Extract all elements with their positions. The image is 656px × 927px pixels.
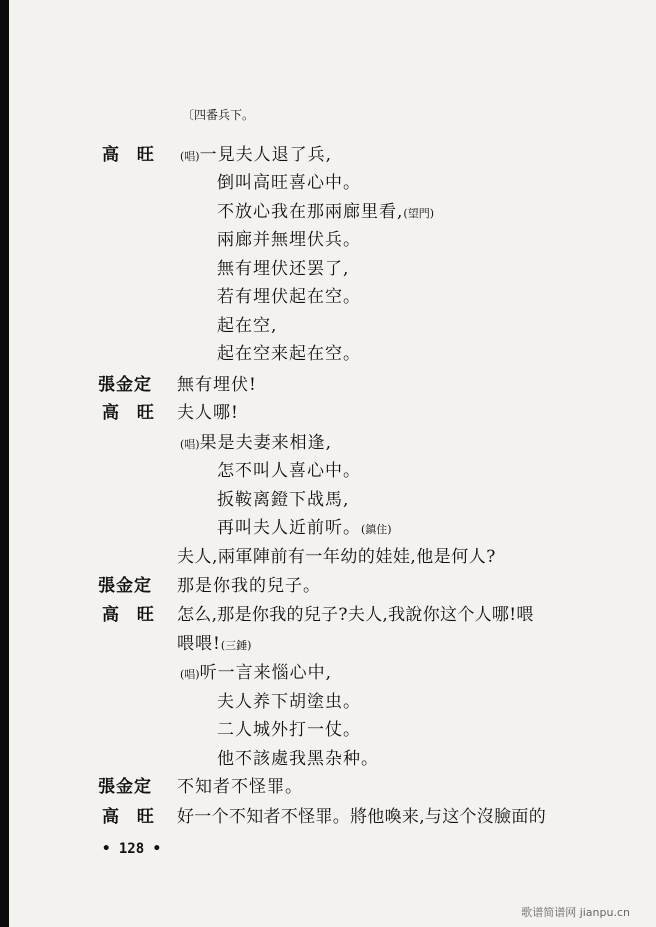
dialogue-line: 無有埋伏! xyxy=(177,375,257,395)
speaker-label: 張金定 xyxy=(98,576,152,596)
speaker-label: 張金定 xyxy=(98,777,152,797)
sing-marker: (唱) xyxy=(180,438,200,451)
line-text: 不放心我在那兩廊里看, xyxy=(217,202,404,222)
dialogue-line: 起在空来起在空。 xyxy=(217,344,361,364)
stage-note: (鎮住) xyxy=(361,523,392,536)
dialogue-line: 他不該處我黑杂种。 xyxy=(217,749,379,769)
dialogue-line: 好一个不知者不怪罪。將他喚来,与这个沒臉面的 xyxy=(177,807,547,827)
dialogue-line: 倒叫高旺喜心中。 xyxy=(217,173,361,193)
speaker-label: 高 旺 xyxy=(102,145,160,165)
dialogue-line: 若有埋伏起在空。 xyxy=(217,287,361,307)
dialogue-line: 怎不叫人喜心中。 xyxy=(217,461,361,481)
speaker-label: 張金定 xyxy=(98,375,152,395)
dialogue-line: 二人城外打一仗。 xyxy=(217,720,361,740)
line-text: 再叫夫人近前听。 xyxy=(217,518,361,538)
line-text: 听一言来惱心中, xyxy=(199,663,332,683)
dialogue-line xyxy=(217,517,392,541)
dialogue-line xyxy=(217,201,434,225)
line-text: 果是夫妻来相逢, xyxy=(199,433,332,453)
dialogue-line: 無有埋伏还罢了, xyxy=(217,259,350,279)
line-text: 喂喂! xyxy=(177,634,221,654)
dialogue-line: 兩廊并無埋伏兵。 xyxy=(217,230,361,250)
dialogue-line: 那是你我的兒子。 xyxy=(177,576,321,596)
dialogue-line xyxy=(180,144,332,168)
dialogue-line: 扳鞍离鐙下战馬, xyxy=(217,490,350,510)
sing-marker: (唱) xyxy=(180,668,200,681)
page-number: • 128 • xyxy=(102,841,162,857)
dialogue-line: 夫人,兩軍陣前有一年幼的娃娃,他是何人? xyxy=(177,547,496,567)
sing-marker: (唱) xyxy=(180,150,200,163)
dialogue-line: 夫人哪! xyxy=(177,403,239,423)
stage-direction: 〔四番兵下。 xyxy=(182,108,255,122)
dialogue-line: 怎么,那是你我的兒子?夫人,我說你这个人哪!喂 xyxy=(177,605,534,625)
stage-note: (望門) xyxy=(403,207,434,220)
dialogue-line xyxy=(177,633,251,657)
dialogue-line: 起在空, xyxy=(217,316,278,336)
dialogue-line: 夫人养下胡塗虫。 xyxy=(217,692,361,712)
speaker-label: 高 旺 xyxy=(102,605,160,625)
dialogue-line xyxy=(180,432,332,456)
dialogue-line xyxy=(180,662,332,686)
speaker-label: 高 旺 xyxy=(102,403,160,423)
stage-note: (三錘) xyxy=(220,639,252,652)
scan-edge-shadow xyxy=(0,0,9,927)
watermark: 歌谱简谱网 jianpu.cn xyxy=(521,906,630,919)
dialogue-line: 不知者不怪罪。 xyxy=(177,777,303,797)
line-text: 一見夫人退了兵, xyxy=(199,145,332,165)
speaker-label: 高 旺 xyxy=(102,807,160,827)
